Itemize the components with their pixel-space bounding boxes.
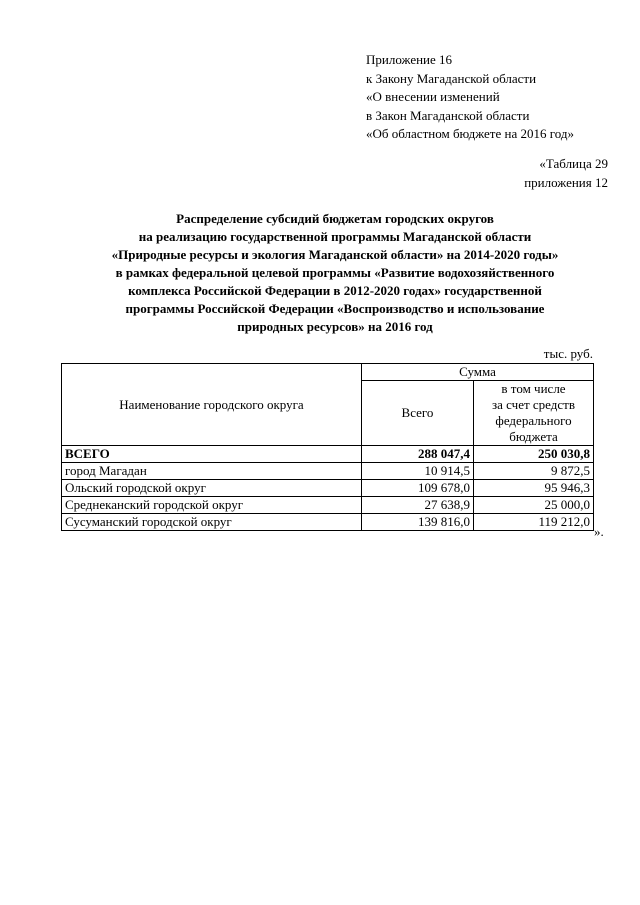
row-total: 109 678,0 <box>362 480 474 497</box>
unit-label: тыс. руб. <box>543 346 593 361</box>
row-federal: 9 872,5 <box>474 463 594 480</box>
title-line: в рамках федеральной целевой программы «Развитие водохозяйственного <box>115 265 555 280</box>
table-total-row <box>62 446 594 463</box>
header-sum: Сумма <box>362 364 594 381</box>
table-reference-line: «Таблица 29 <box>539 156 608 171</box>
table-header-row <box>62 364 594 381</box>
row-total: 10 914,5 <box>362 463 474 480</box>
table-row <box>62 497 594 514</box>
closing-quote: ». <box>594 524 604 539</box>
appendix-line: «О внесении изменений <box>366 89 500 104</box>
appendix-line: к Закону Магаданской области <box>366 70 537 86</box>
row-federal: 25 000,0 <box>474 497 594 514</box>
row-name: ВСЕГО <box>62 446 362 463</box>
title-line: Распределение субсидий бюджетам городских округов <box>176 211 494 226</box>
document-title <box>60 210 610 336</box>
title-line: на реализацию государственной программы Магаданской области <box>138 229 532 244</box>
header-federal-line: в том числе <box>501 381 566 396</box>
row-name: город Магадан <box>62 463 362 480</box>
row-federal: 95 946,3 <box>474 480 594 497</box>
title-line: природных ресурсов» на 2016 год <box>237 319 433 334</box>
subsidy-table <box>61 363 594 531</box>
header-federal-line: федерального <box>495 413 572 428</box>
appendix-line: Приложение 16 <box>366 52 453 67</box>
table-reference <box>524 155 608 192</box>
row-total: 27 638,9 <box>362 497 474 514</box>
appendix-line: «Об областном бюджете на 2016 год» <box>366 126 574 141</box>
row-name: Среднеканский городской округ <box>62 497 362 514</box>
row-total: 139 816,0 <box>362 514 474 531</box>
table-row <box>62 463 594 480</box>
title-line: комплекса Российской Федерации в 2012-2020 годах» государственной <box>128 283 542 298</box>
header-federal-line: бюджета <box>509 429 558 444</box>
row-name: Ольский городской округ <box>62 480 362 497</box>
table-reference-line: приложения 12 <box>524 174 608 190</box>
header-federal <box>474 381 594 446</box>
row-federal: 250 030,8 <box>474 446 594 463</box>
header-federal-line: за счет средств <box>492 397 575 412</box>
appendix-header <box>366 51 574 144</box>
header-name: Наименование городского округа <box>62 364 362 446</box>
row-federal: 119 212,0 <box>474 514 594 531</box>
title-line: программы Российской Федерации «Воспроизводство и использование <box>125 301 545 316</box>
table-row <box>62 480 594 497</box>
row-name: Сусуманский городской округ <box>62 514 362 531</box>
table-row <box>62 514 594 531</box>
appendix-line: в Закон Магаданской области <box>366 107 530 123</box>
header-total: Всего <box>362 381 474 446</box>
row-total: 288 047,4 <box>362 446 474 463</box>
title-line: «Природные ресурсы и экология Магаданской области» на 2014-2020 годы» <box>111 247 559 262</box>
